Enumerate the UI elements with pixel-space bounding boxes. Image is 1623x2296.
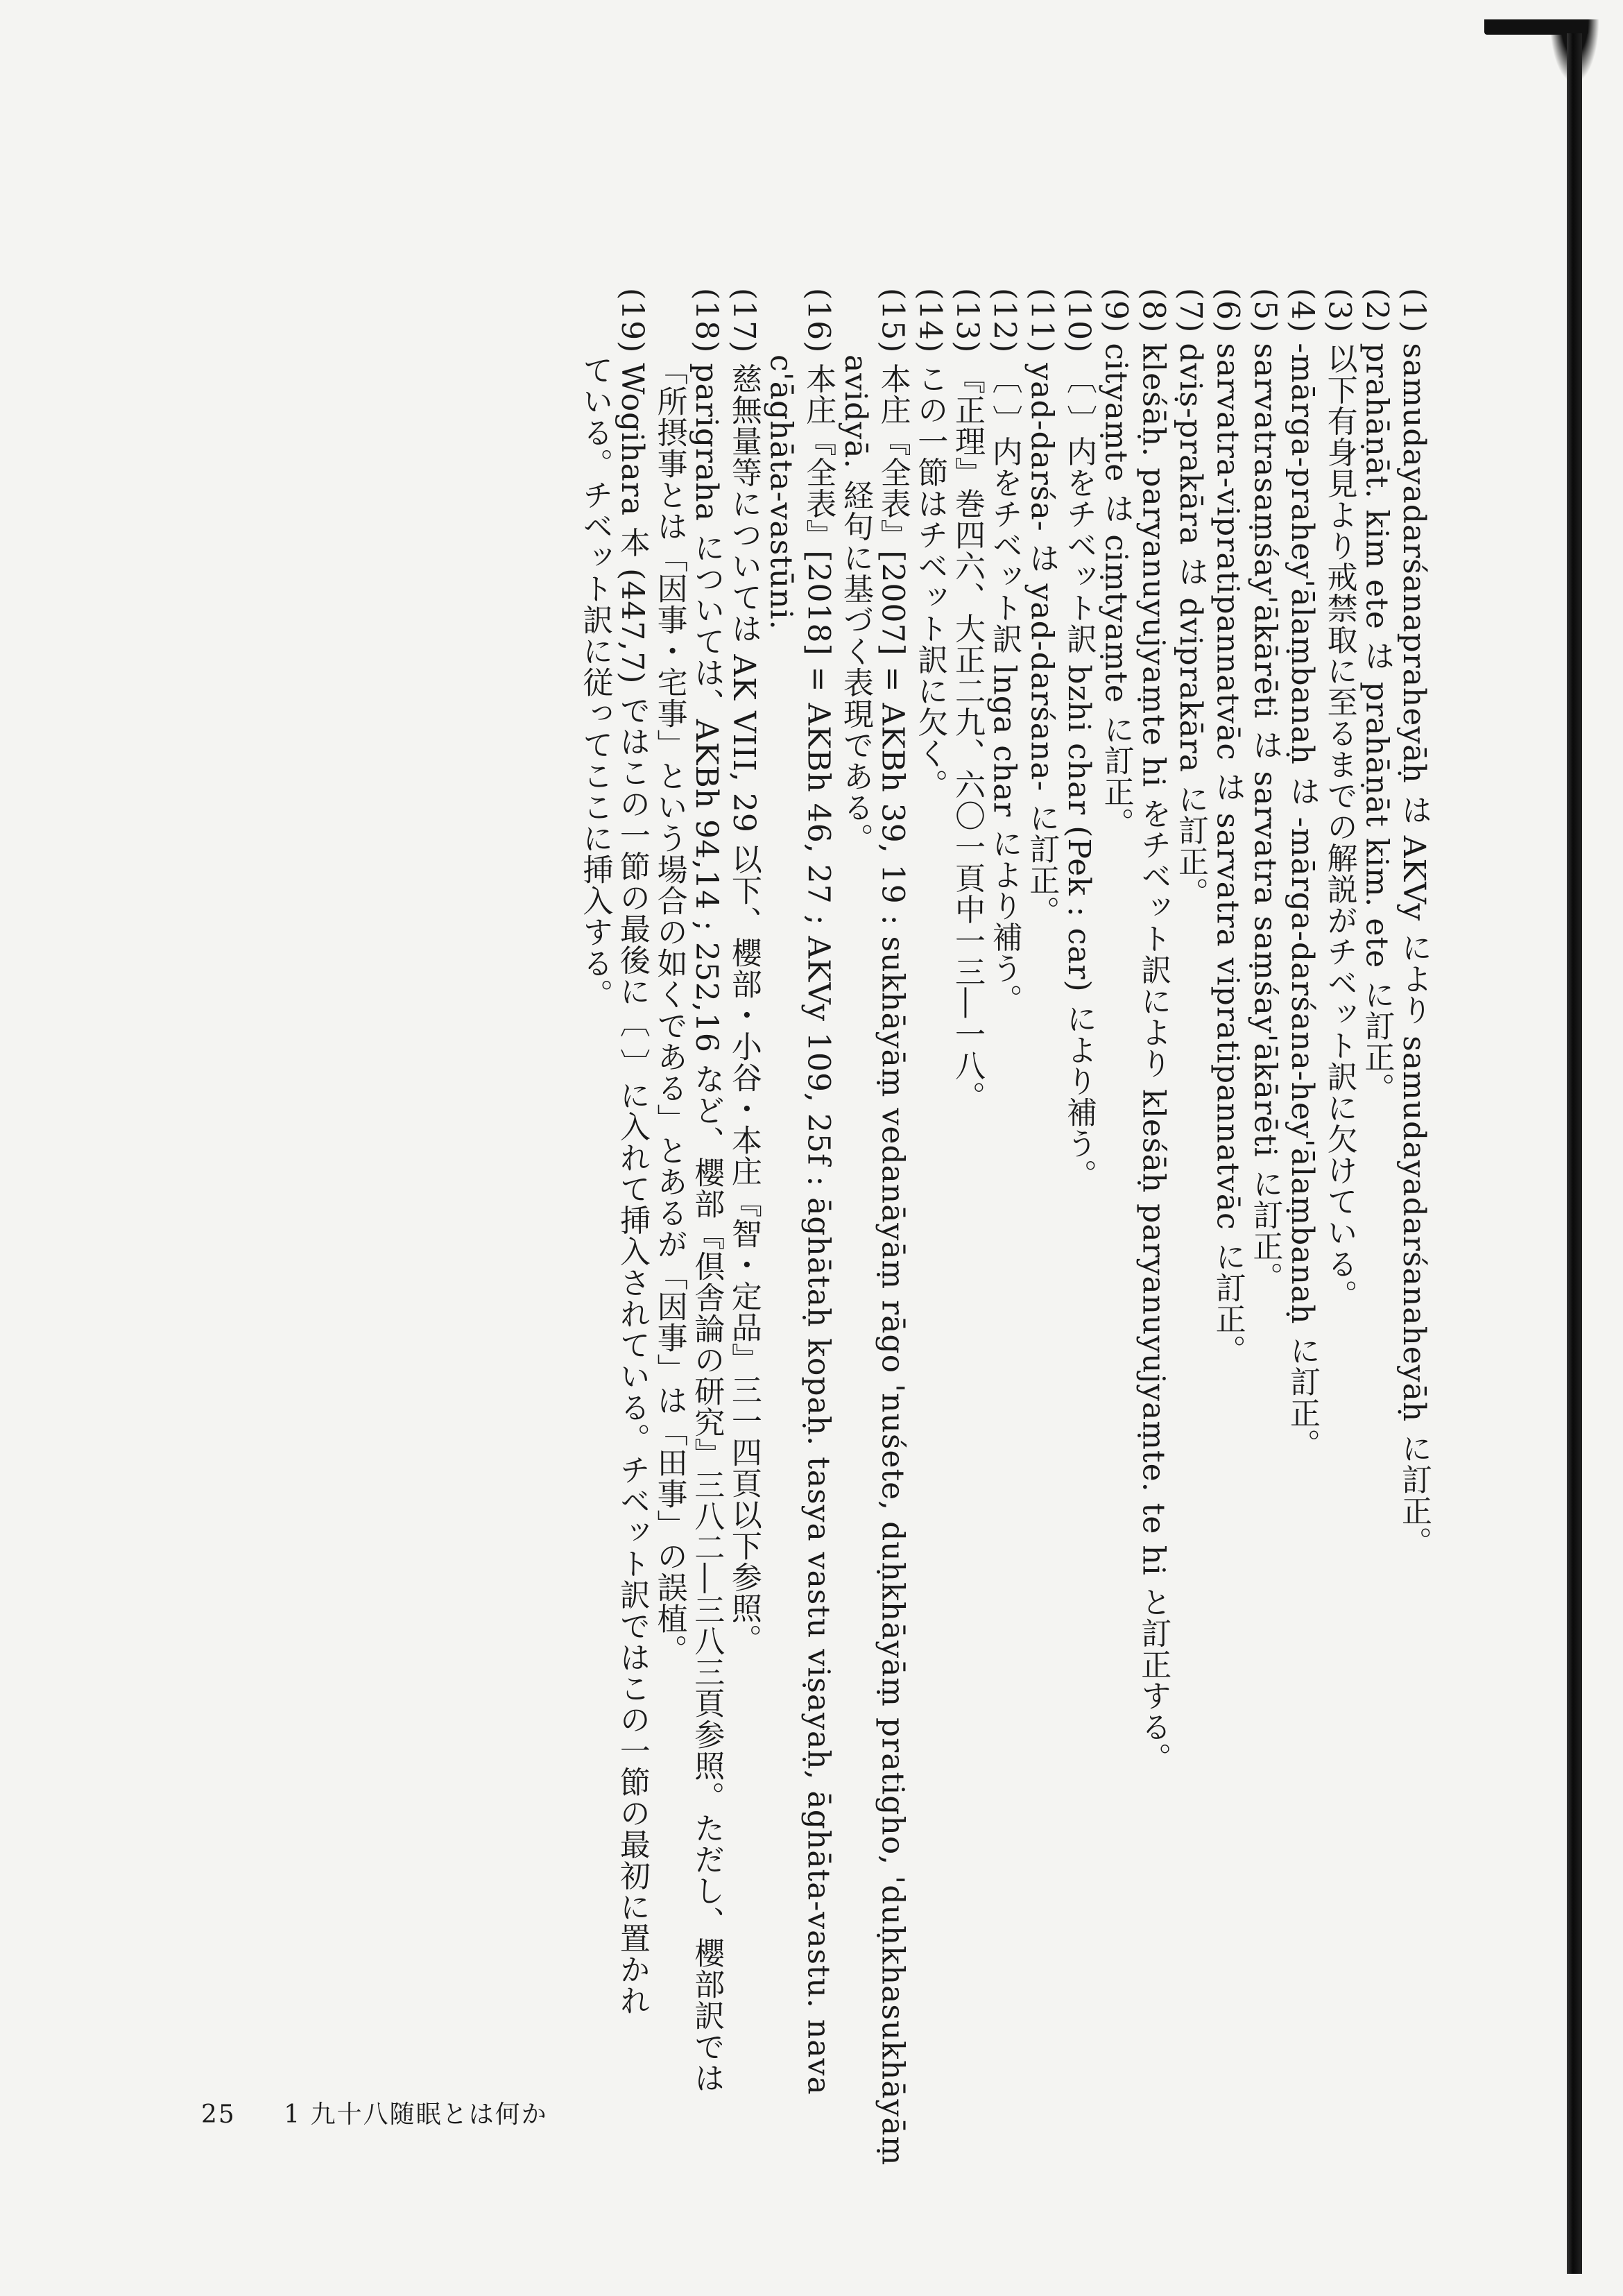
note-text: Wogihara 本 (447,7) ではこの一節の最後に〔 〕に入れて挿入されている。チベット訳ではこの一節の最初に置かれ xyxy=(614,363,650,2016)
note-10 xyxy=(1060,288,1097,2019)
note-text: yad-darśa- は yad-darśana- に訂正。 xyxy=(1024,363,1060,927)
note-11 xyxy=(1023,288,1060,2019)
note-text: avidyā. 経句に基づく表現である。 xyxy=(837,354,873,855)
note-17 xyxy=(725,288,762,2019)
note-text: 本庄『全表』[2018] = AKBh 46, 27 ; AKVy 109, 25f : āghātaḥ kopaḥ. tasya vastu viṣayaḥ, āghāta-vastu. nava xyxy=(800,363,836,2096)
note-text: この一節はチベット訳に欠く。 xyxy=(912,363,948,800)
note-text: sarvatra-vipratipannatvāc は sarvatra vipratipannatvāc に訂正。 xyxy=(1210,343,1246,1366)
note-5 xyxy=(1246,288,1284,2019)
note-14 xyxy=(911,288,949,2019)
note-text: 以下有身見より戒禁取に至るまでの解説がチベット訳に欠けている。 xyxy=(1321,343,1357,1311)
note-15-continuation xyxy=(836,288,874,2019)
note-number: (2) xyxy=(1359,288,1395,334)
note-text: ている。チベット訳に従ってここに挿入する。 xyxy=(577,354,613,1010)
note-18 xyxy=(688,288,725,2093)
note-number: (13) xyxy=(949,288,985,354)
note-4 xyxy=(1283,288,1321,2019)
note-3 xyxy=(1321,288,1358,2019)
note-number: (9) xyxy=(1098,288,1134,334)
note-number: (5) xyxy=(1247,288,1283,334)
note-text: dviṣ-prakāra は dviprakāra に訂正。 xyxy=(1172,343,1208,909)
note-text: samudayadarśanapraheyāḥ は AKVy により samudayadarśanaheyāḥ に訂正。 xyxy=(1396,343,1432,1558)
note-7 xyxy=(1171,288,1209,2019)
note-text: sarvatrasaṃśay'ākārēti は sarvatra saṃśay'ākārēti に訂正。 xyxy=(1247,343,1283,1293)
note-text: cityaṃte は ciṃtyaṃte に訂正。 xyxy=(1098,343,1134,839)
note-9 xyxy=(1097,288,1135,2019)
note-18-continuation xyxy=(651,288,688,2019)
book-binding-edge xyxy=(1557,19,1590,2277)
note-15 xyxy=(874,288,911,2166)
note-16-continuation xyxy=(762,288,800,2019)
note-number: (18) xyxy=(689,288,725,354)
note-16 xyxy=(800,288,837,2096)
note-number: (19) xyxy=(614,288,650,354)
page-number: 25 xyxy=(201,2100,236,2129)
note-text: 慈無量等については AK VIII, 29 以下、櫻部・小谷・本庄『智・定品』三一四頁以下参照。 xyxy=(725,363,762,1655)
note-text: 〔 〕内をチベット訳 lnga char により補う。 xyxy=(986,363,1022,1016)
footnotes-column xyxy=(576,288,1432,2166)
note-text: 〔 〕内をチベット訳 bzhi char (Pek : car) により補う。 xyxy=(1060,363,1097,1190)
note-text: -mārga-prahey'ālaṃbanaḥ は -mārga-darśana-hey'ālaṃbanaḥ に訂正。 xyxy=(1284,343,1320,1460)
note-number: (12) xyxy=(986,288,1022,354)
note-text: 本庄『全表』[2007] = AKBh 39, 19 : sukhāyāṃ vedanāyāṃ rāgo 'nuśete, duḥkhāyāṃ pratigho, 'duḥkhasukhāyāṃ xyxy=(875,363,911,2166)
note-number: (3) xyxy=(1321,288,1357,334)
note-19-continuation xyxy=(576,288,614,2019)
note-number: (11) xyxy=(1024,288,1060,354)
note-12 xyxy=(986,288,1023,2019)
note-19 xyxy=(613,288,651,2019)
note-text: prahāṇāt. kim ete は prahāṇāt kim. ete に訂正。 xyxy=(1359,343,1395,1104)
note-8 xyxy=(1135,288,1172,2019)
note-text: 「所摂事とは「因事・宅事」という場合の如くである」とあるが「因事」は「田事」の誤植。 xyxy=(651,354,687,1665)
binding-cap xyxy=(1484,19,1588,35)
note-13 xyxy=(948,288,986,2019)
note-number: (6) xyxy=(1210,288,1246,334)
note-number: (17) xyxy=(725,288,762,354)
note-number: (8) xyxy=(1135,288,1171,334)
note-number: (1) xyxy=(1396,288,1432,334)
running-chapter-title: 1 九十八随眠とは何か xyxy=(284,2100,548,2129)
note-number: (14) xyxy=(912,288,948,354)
page-footer xyxy=(201,2095,548,2130)
note-text: 『正理』巻四六、大正二九、六〇一頁中一三―一八。 xyxy=(949,363,985,1113)
note-number: (15) xyxy=(875,288,911,354)
note-text: kleśāḥ. paryanuyujyaṃte hi をチベット訳により kleśāḥ paryanuyujyaṃte. te hi と訂正する。 xyxy=(1135,343,1171,1774)
note-number: (16) xyxy=(800,288,836,354)
note-number: (7) xyxy=(1172,288,1208,334)
note-1 xyxy=(1395,288,1432,2019)
note-number: (4) xyxy=(1284,288,1320,334)
note-number: (10) xyxy=(1060,288,1097,354)
binding-shaft xyxy=(1567,33,1582,2274)
note-2 xyxy=(1358,288,1396,2019)
note-6 xyxy=(1209,288,1246,2019)
note-text: c'āghāta-vastūni. xyxy=(763,354,799,631)
note-text: parigraha については、AKBh 94,14 ; 252,16 など、櫻部『倶舎論の研究』三八二―三八三頁参照。ただし、櫻部訳では xyxy=(689,363,725,2093)
